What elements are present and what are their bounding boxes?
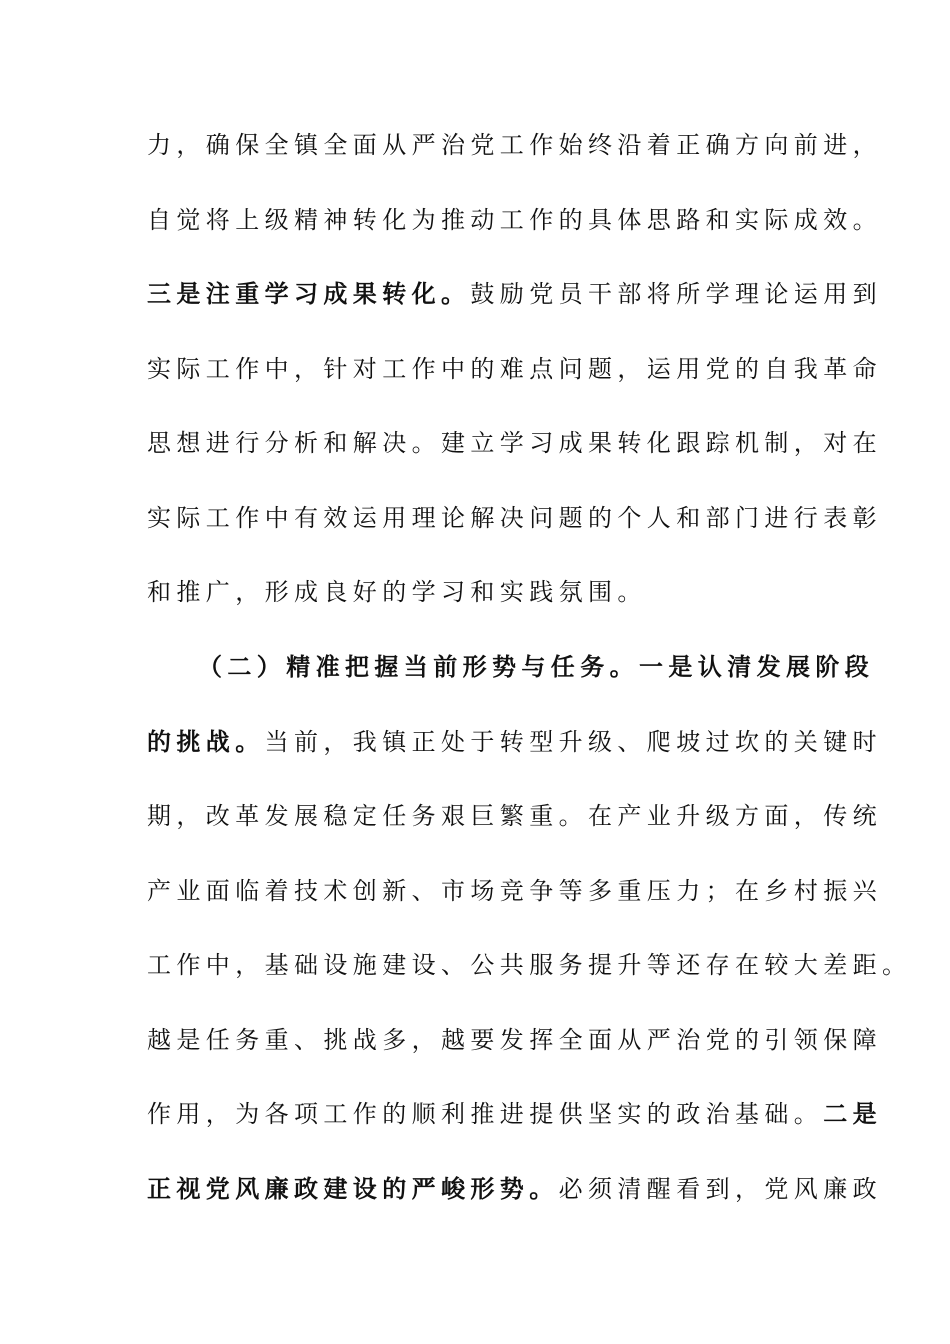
section-heading-line [198, 647, 874, 687]
body-line-14 [147, 1094, 882, 1134]
text-run: 实际工作中，针对工作中的难点问题，运用党的自我革命 [147, 355, 882, 383]
body-line-9 [147, 722, 882, 762]
body-line-7 [147, 572, 647, 612]
body-line-4 [147, 349, 882, 389]
bold-text-run: 的挑战。 [147, 727, 265, 756]
body-line-10 [147, 796, 882, 836]
text-run: 期，改革发展稳定任务艰巨繁重。在产业升级方面，传统 [147, 802, 882, 830]
body-line-15 [147, 1169, 882, 1209]
body-line-6 [147, 498, 882, 538]
text-run: 实际工作中有效运用理论解决问题的个人和部门进行表彰 [147, 504, 882, 532]
body-line-1 [147, 125, 882, 165]
body-line-12 [147, 945, 911, 985]
bold-text-run: 三是注重学习成果转化。 [147, 279, 471, 308]
bold-text-run: 正视党风廉政建设的严峻形势。 [147, 1174, 559, 1203]
text-run: 鼓励党员干部将所学理论运用到 [470, 280, 883, 308]
body-line-2 [147, 200, 882, 240]
text-run: 当前，我镇正处于转型升级、爬坡过坎的关键时 [264, 728, 883, 756]
body-line-13 [147, 1020, 882, 1060]
text-run: 越是任务重、挑战多，越要发挥全面从严治党的引领保障 [147, 1026, 882, 1054]
body-line-3 [147, 274, 882, 314]
text-run: 力，确保全镇全面从严治党工作始终沿着正确方向前进， [147, 131, 882, 159]
bold-text-run: 二是 [823, 1099, 883, 1128]
text-run: 必须清醒看到，党风廉政 [558, 1175, 883, 1203]
body-line-11 [147, 871, 882, 911]
text-run: 工作中，基础设施建设、公共服务提升等还存在较大差距。 [147, 951, 912, 979]
text-run: 自觉将上级精神转化为推动工作的具体思路和实际成效。 [147, 206, 882, 234]
text-run: 产业面临着技术创新、市场竞争等多重压力；在乡村振兴 [147, 877, 882, 905]
text-run: 思想进行分析和解决。建立学习成果转化跟踪机制，对在 [147, 429, 882, 457]
text-run: 和推广，形成良好的学习和实践氛围。 [147, 578, 647, 606]
body-line-5 [147, 423, 882, 463]
text-run: 作用，为各项工作的顺利推进提供坚实的政治基础。 [147, 1100, 824, 1128]
bold-text-run: （二）精准把握当前形势与任务。一是认清发展阶段 [198, 652, 875, 681]
